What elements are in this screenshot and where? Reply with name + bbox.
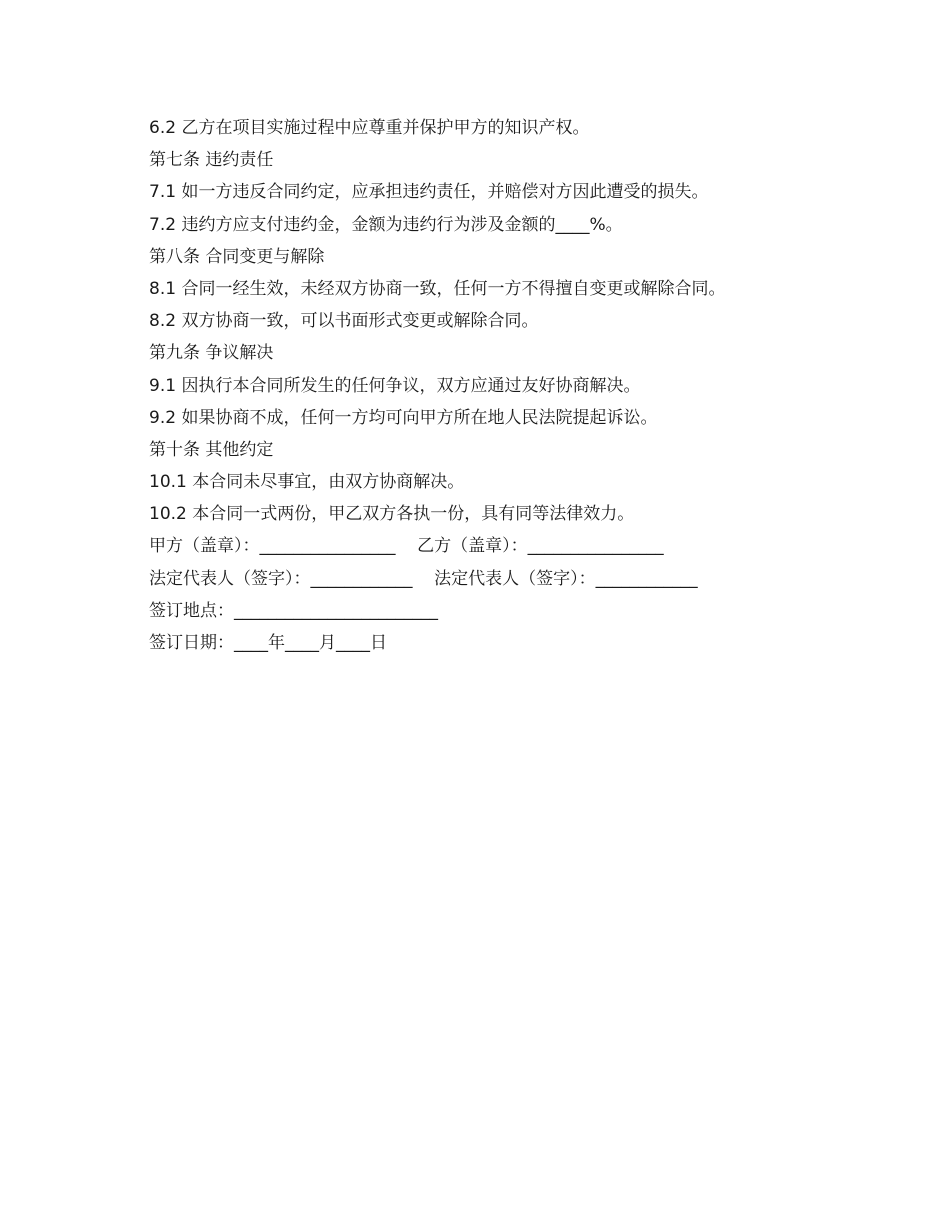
signing-date-line: 签订日期：____年____月____日 (149, 633, 387, 653)
clause-9-1: 9.1 因执行本合同所发生的任何争议，双方应通过友好协商解决。 (149, 375, 641, 396)
clause-7-1: 7.1 如一方违反合同约定，应承担违约责任，并赔偿对方因此遭受的损失。 (149, 182, 709, 203)
clause-6-2: 6.2 乙方在项目实施过程中应尊重并保护甲方的知识产权。 (149, 118, 590, 138)
clause-8-1: 8.1 合同一经生效，未经双方协商一致，任何一方不得擅自变更或解除合同。 (149, 278, 726, 299)
party-seal-line: 甲方（盖章）：________________ 乙方（盖章）：________________ (149, 536, 664, 557)
article-10-heading: 第十条 其他约定 (149, 439, 274, 460)
representative-signature-line: 法定代表人（签字）：____________ 法定代表人（签字）：____________ (149, 568, 698, 589)
article-7-heading: 第七条 违约责任 (149, 150, 274, 171)
signing-location-line: 签订地点：________________________ (149, 600, 438, 621)
document-body (149, 112, 849, 659)
clause-8-2: 8.2 双方协商一致，可以书面形式变更或解除合同。 (149, 311, 539, 332)
clause-7-2: 7.2 违约方应支付违约金，金额为违约行为涉及金额的____%。 (149, 214, 623, 235)
article-9-heading: 第九条 争议解决 (149, 343, 274, 364)
clause-10-2: 10.2 本合同一式两份，甲乙双方各执一份，具有同等法律效力。 (149, 504, 635, 525)
clause-10-1: 10.1 本合同未尽事宜，由双方协商解决。 (149, 472, 465, 493)
article-8-heading: 第八条 合同变更与解除 (149, 246, 325, 267)
clause-9-2: 9.2 如果协商不成，任何一方均可向甲方所在地人民法院提起诉讼。 (149, 407, 658, 428)
